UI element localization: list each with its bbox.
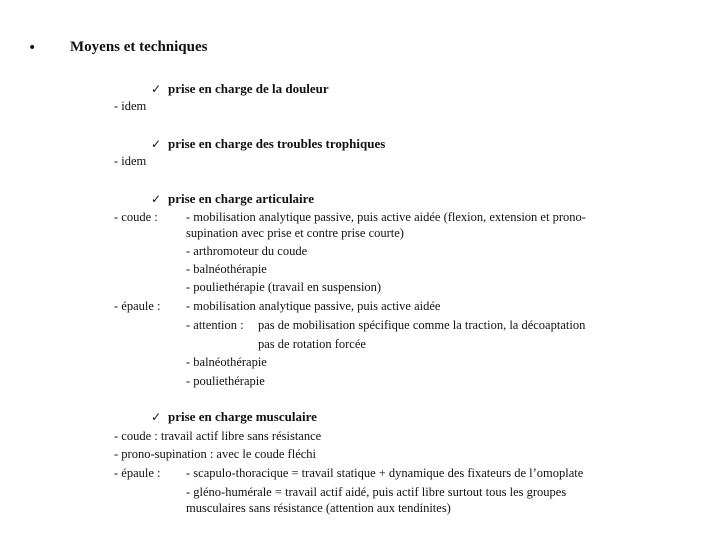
list-item: musculaires sans résistance (attention aux tendinites) [186, 501, 451, 515]
list-item: - scapulo-thoracique = travail statique + dynamique des fixateurs de l’omoplate [186, 466, 584, 480]
section-title-articulaire: prise en charge articulaire [168, 191, 314, 206]
section-title-douleur: prise en charge de la douleur [168, 81, 329, 96]
prono-line: - prono-supination : avec le coude fléchi [114, 447, 317, 461]
list-item: supination avec prise et contre prise courte) [186, 226, 404, 240]
list-item: - mobilisation analytique passive, puis active aidée [186, 299, 441, 313]
coude-label: - coude : [114, 210, 158, 224]
coude-line: - coude : travail actif libre sans résistance [114, 429, 322, 443]
check-icon: ✓ [151, 410, 162, 424]
douleur-line: - idem [114, 99, 147, 113]
list-item: pas de rotation forcée [258, 337, 366, 351]
list-item: - balnéothérapie [186, 355, 267, 369]
list-item: - pouliethérapie [186, 374, 265, 388]
check-icon: ✓ [151, 137, 162, 151]
check-icon: ✓ [151, 192, 162, 206]
list-item: - balnéothérapie [186, 262, 267, 276]
section-title-musculaire: prise en charge musculaire [168, 409, 317, 424]
section-title-trophiques: prise en charge des troubles trophiques [168, 136, 386, 151]
list-item: - pouliethérapie (travail en suspension) [186, 280, 382, 294]
epaule-label: - épaule : [114, 299, 161, 313]
attention-label: - attention : [186, 318, 244, 332]
list-item: pas de mobilisation spécifique comme la traction, la décoaptation [258, 318, 586, 332]
list-item: - arthromoteur du coude [186, 244, 308, 258]
epaule-label: - épaule : [114, 466, 161, 480]
page-heading: Moyens et techniques [70, 39, 208, 55]
check-icon: ✓ [151, 82, 162, 96]
bullet-marker: • [28, 40, 37, 56]
list-item: - mobilisation analytique passive, puis active aidée (flexion, extension et prono- [186, 210, 586, 224]
trophiques-line: - idem [114, 154, 147, 168]
list-item: - gléno-humérale = travail actif aidé, puis actif libre surtout tous les groupes [186, 485, 567, 499]
